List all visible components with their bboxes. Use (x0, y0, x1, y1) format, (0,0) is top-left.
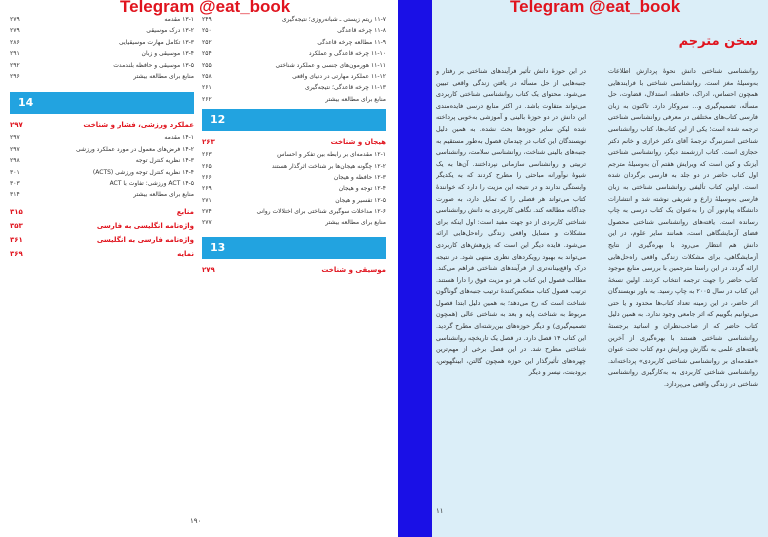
toc-entry-page: ۲۶۹ (202, 185, 212, 193)
toc-entry-page: ۲۹۷ (10, 145, 20, 153)
toc-back-matter-2[interactable] (10, 233, 194, 247)
toc-entry-page: ۲۶۱ (202, 84, 212, 92)
toc-entry-page: ۲۷۹ (10, 27, 20, 35)
toc-chapter-12-title[interactable]: هیجان و شناخت ۲۶۳ (202, 135, 386, 149)
toc-entry-title: ۱۴-۴ نظریه کنترل توجه ورزشی (ACTS) (32, 167, 194, 178)
toc-entry-title: واژه‌نامه فارسی به انگلیسی (32, 233, 194, 247)
toc-entry-ch11-0[interactable] (202, 14, 386, 25)
toc-entry-ch14-0[interactable] (10, 132, 194, 143)
toc-entry-title: ۱۱-۱۱ هورمون‌های جنسی و عملکرد شناختی (224, 60, 386, 71)
chapter-12-box: 12 (202, 109, 386, 131)
toc-entry-ch13-0[interactable] (10, 14, 194, 25)
toc-entry-ch12-2[interactable] (202, 172, 386, 183)
toc-entry-ch11-2[interactable] (202, 37, 386, 48)
toc-entry-page: ۲۹۸ (10, 157, 20, 165)
toc-entry-title: ۱۱-۷ ریتم زیستی ـ شبانه‌روزی؛ نتیجه‌گیری (224, 14, 386, 25)
toc-entry-title: ۱۱-۸ چرخه قاعدگی (224, 25, 386, 36)
toc-entry-title: ۱۲-۱ مقدمه‌ای بر رابطه بین تفکر و احساس (224, 149, 386, 160)
body-text-left-column: در این حوزهٔ دانش تأثیر فرآیندهای شناختی بر رفتار و جنبه‌هایی از حل مسأله در یافتن زندگی واقعی تبیین می‌شود. محتوای یک کتاب روانشناسی شناختی کاربردی می‌تواند متفاوت باشد. در اکثر منابع درسی فایده‌مندی این دانش در دو حوزهٔ بالینی و آموزشی به‌خوبی پرداخته شده لیکن سایر حوزه‌ها بحث نشده. به همین دلیل نویسندگان این کتاب در چیدمان فصول به‌طور مستقیم به جنبه‌های بالینی شناخت، روانشناسی سلامت، روانشناسی تربیتی و روانشناسی سازمانی نپرداختند. آن‌ها به یک شیوهٔ نوآورانه مباحثی را مطرح کردند که به یکدیگر وابستگی ندارند و در نتیجه این مزیت را دارد که خوانندهٔ کتاب می‌تواند هر فصلی را که تمایل دارد، به صورت جداگانه مطالعه کند. نگاهی کاربردی به دانش روانشناسی شناختی کاربردی از دو جهت مفید است: اول اینکه برای مشکلات و مسایل واقعی زندگی راه‌حل‌هایی ارائه می‌شود. فایده دیگر این است که پژوهش‌های کاربردی می‌تواند به بهبود رویکردهای نظری منتهی شود. در نتیجه درک واقع‌بینانه‌تری از فرآیندهای شناختی فراهم می‌کند. مطالب فصول این کتاب هر دو مزیت فوق را دارا هستند. ترتیب فصول کتاب منعکس‌کنندهٔ ترتیب جنبه‌های گوناگون شناخت است که رخ می‌دهد؛ به همین دلیل ابتدا فصول مربوط به شناخت پایه و بعد به شناختی عالی (همچون تصمیم‌گیری) و دیگر حوزه‌های بین‌رشته‌ای مطرح گردید. این کتاب ۱۴ فصل دارد. در فصل یک تاریخچه روانشناسی شناختی مطرح شد. در این فصل برخی از مهم‌ترین چهره‌های تأثیرگذار این حوزه همچون گالتن، ابینگهوس، برودبنت، نیسر و دیگر (436, 67, 586, 377)
toc-entry-title: ۱۲-۵ تفسیر و هیجان (224, 195, 386, 206)
toc-entry-title: منابع برای مطالعه بیشتر (224, 217, 386, 228)
toc-entry-title: منابع (32, 205, 194, 219)
toc-entry-ch11-5[interactable] (202, 71, 386, 82)
toc-entry-title: ۱۲-۲ چگونه هیجان‌ها بر شناخت اثرگذار هستند (224, 161, 386, 172)
page-number-left: ۱۹۰ (190, 517, 202, 525)
toc-entry-page: ۲۵۲ (202, 38, 212, 46)
toc-entry-title: منابع برای مطالعه بیشتر (32, 189, 194, 200)
toc-entry-title: ۱۳-۱ مقدمه (32, 14, 194, 25)
chapter-14-box: 14 (10, 92, 194, 114)
toc-entry-ch14-3[interactable] (10, 167, 194, 178)
toc-entry-title: ۱۱-۱۲ عملکرد مهارتی در دنیای واقعی (224, 71, 386, 82)
toc-entry-page: ۲۶۵ (202, 162, 212, 170)
toc-entry-title: ۱۴-۳ نظریه کنترل توجه (32, 155, 194, 166)
toc-entry-page: ۲۶۳ (202, 151, 212, 159)
watermark-left: Telegram @eat_book (120, 0, 291, 16)
toc-entry-ch11-1[interactable] (202, 25, 386, 36)
toc-entry-title: ۱۳-۳ تکامل مهارت موسیقیایی (32, 37, 194, 48)
toc-entry-page: ۲۴۹ (202, 16, 212, 23)
toc-entry-title: ۱۱-۱۳ چرخه قاعدگی؛ نتیجه‌گیری (224, 82, 386, 93)
toc-entry-page: ۲۷۱ (202, 196, 212, 204)
toc-entry-ch11-6[interactable] (202, 82, 386, 93)
toc-entry-page: ۲۵۴ (202, 50, 212, 58)
toc-entry-page: ۳۵۳ (10, 221, 23, 230)
toc-entry-ch11-3[interactable] (202, 48, 386, 59)
watermark-right: Telegram @eat_book (510, 0, 681, 16)
toc-entry-ch14-1[interactable] (10, 144, 194, 155)
translator-note-heading: سخن مترجم (678, 34, 758, 49)
toc-back-matter-1[interactable] (10, 219, 194, 233)
toc-entry-ch13-3[interactable] (10, 48, 194, 59)
toc-entry-title: نمایه (32, 247, 194, 261)
chapter-13-box: 13 (202, 237, 386, 259)
toc-entry-title: ۱۲-۴ توجه و هیجان (224, 183, 386, 194)
toc-entry-page: ۲۸۶ (10, 38, 20, 46)
page-number-right: ۱۱ (436, 507, 444, 515)
toc-column-right (202, 14, 386, 277)
toc-entry-page: ۲۹۲ (10, 61, 20, 69)
toc-entry-page: ۲۹۷ (10, 134, 20, 142)
toc-entry-title: ۱۳-۴ موسیقی و زبان (32, 48, 194, 59)
toc-entry-page: ۲۶۲ (202, 95, 212, 103)
toc-entry-page: ۲۹۱ (10, 50, 20, 58)
blue-separator-bar (398, 0, 432, 537)
toc-entry-title: ۱۱-۹ مطالعه چرخه قاعدگی (224, 37, 386, 48)
toc-entry-title: ۱۳-۵ موسیقی و حافظه بلندمدت (32, 60, 194, 71)
toc-entry-page: ۲۵۰ (202, 27, 212, 35)
toc-entry-ch14-5[interactable] (10, 189, 194, 200)
right-page (432, 0, 768, 537)
toc-entry-title: ۱۱-۱۰ چرخه قاعدگی و عملکرد (224, 48, 386, 59)
toc-entry-title: ۱۲-۳ حافظه و هیجان (224, 172, 386, 183)
toc-entry-page: ۲۵۸ (202, 72, 212, 80)
toc-entry-page: ۲۷۴ (202, 208, 212, 216)
toc-column-left (10, 14, 194, 261)
toc-entry-page: ۳۶۹ (10, 249, 23, 258)
toc-entry-ch12-6[interactable] (202, 217, 386, 228)
toc-entry-ch12-0[interactable] (202, 149, 386, 160)
body-text-right-column: روانشناسی شناختی دانش نحوهٔ پردازش اطلاعات به‌وسیلهٔ مغز است. روانشناسی شناختی با فرایندهایی همچون احساس، ادراک، حافظه، استدلال، قضاوت، حل مسأله، تصمیم‌گیری و... سروکار دارد. تاکنون به زبان فارسی کتاب‌های مختلفی در معرفی روانشناسی شناختی ترجمه شده است؛ یکی از این کتاب‌ها، کتاب روانشناسی شناختی استرنبرگ ترجمهٔ آقای دکتر خرازی و خانم دکتر حجازی است. کتاب ارزشمند دیگر، روانشناسی شناختی آیزنک و کین است که ویرایش هفتم آن به‌وسیلهٔ مترجم اول کتاب حاضر در دو جلد به فارسی برگردان شده است. اولین کتاب تألیفی روانشناسی شناختی به زبان فارسی به‌وسیلهٔ زارع و شریفی نوشته شد و انتشارات دانشگاه پیام‌نور آن را به‌عنوان یک کتاب درسی به چاپ رسانده است. یافته‌های روانشناسی شناختی محصول فضای آزمایشگاهی است، همانند سایر علوم، در این دانش هم انتظار می‌رود با بهره‌گیری از نتایج آزمایشگاهی، برای مشکلات زندگی واقعی راه‌حل‌هایی ارائه گردد. در این راستا مترجمین با بررسی منابع موجود کتاب حاضر را جهت ترجمه انتخاب کردند. اولین نسخهٔ این کتاب در سال ۲۰۰۵ به چاپ رسید. به باور نویسندگان اثر حاضر، در این زمینه تعداد کتاب‌ها محدود و یا حتی می‌توانیم بگوییم که اثر جامعی وجود ندارد. به همین دلیل کتاب حاضر که از صاحب‌نظران و اساتید برجستهٔ روانشناسی شناختی هستند با بهره‌گیری از آخرین یافته‌های علمی به نگارش ویرایش دوم کتاب تحت عنوان «مقدمه‌ای بر روانشناسی شناختی کاربردی» پرداخته‌اند. روانشناسی شناختی کاربردی به به‌کارگیری روانشناسی شناختی در زندگی واقعی می‌پردازد. (608, 67, 758, 389)
toc-entry-title: ۱۳-۲ درک موسیقی (32, 25, 194, 36)
toc-entry-page: ۳۰۳ (10, 179, 20, 187)
toc-entry-ch14-4[interactable] (10, 178, 194, 189)
toc-entry-page: ۲۵۵ (202, 61, 212, 69)
toc-entry-ch14-2[interactable] (10, 155, 194, 166)
toc-entry-ch12-5[interactable] (202, 206, 386, 217)
toc-entry-ch12-3[interactable] (202, 183, 386, 194)
toc-entry-ch13-2[interactable] (10, 37, 194, 48)
toc-entry-page: ۳۱۴ (10, 191, 20, 199)
toc-entry-title: واژه‌نامه انگلیسی به فارسی (32, 219, 194, 233)
toc-entry-page: ۲۷۷ (202, 219, 212, 227)
toc-entry-title: ۱۴-۲ فرض‌های معمول در مورد عملکرد ورزشی (32, 144, 194, 155)
toc-entry-title: منابع برای مطالعه بیشتر (32, 71, 194, 82)
toc-entry-page: ۳۰۱ (10, 168, 20, 176)
toc-entry-title: ۱۲-۶ مداخلات سوگیری شناختی برای اختلالات روانی (224, 206, 386, 217)
toc-back-matter-3[interactable] (10, 247, 194, 261)
toc-entry-title: ۱۴-۱ مقدمه (32, 132, 194, 143)
toc-chapter-14-title[interactable]: عملکرد ورزشی، فشار و شناخت ۲۹۷ (10, 118, 194, 132)
toc-entry-ch13-4[interactable] (10, 60, 194, 71)
toc-entry-ch13-1[interactable] (10, 25, 194, 36)
toc-entry-title: ۱۴-۵ ACT ورزشی: تفاوت با ACT (32, 178, 194, 189)
toc-entry-ch12-4[interactable] (202, 195, 386, 206)
toc-entry-ch11-4[interactable] (202, 60, 386, 71)
toc-entry-ch13-5[interactable] (10, 71, 194, 82)
toc-entry-ch12-1[interactable] (202, 161, 386, 172)
toc-entry-page: ۲۶۶ (202, 173, 212, 181)
toc-chapter-13-title[interactable]: موسیقی و شناخت ۲۷۹ (202, 263, 386, 277)
toc-entry-page: ۲۹۶ (10, 72, 20, 80)
toc-entry-page: ۲۷۹ (10, 16, 20, 23)
toc-entry-title: منابع برای مطالعه بیشتر (224, 94, 386, 105)
toc-entry-page: ۳۶۱ (10, 235, 23, 244)
toc-back-matter-0[interactable] (10, 205, 194, 219)
toc-entry-page: ۳۱۵ (10, 207, 23, 216)
toc-entry-ch11-7[interactable] (202, 94, 386, 105)
